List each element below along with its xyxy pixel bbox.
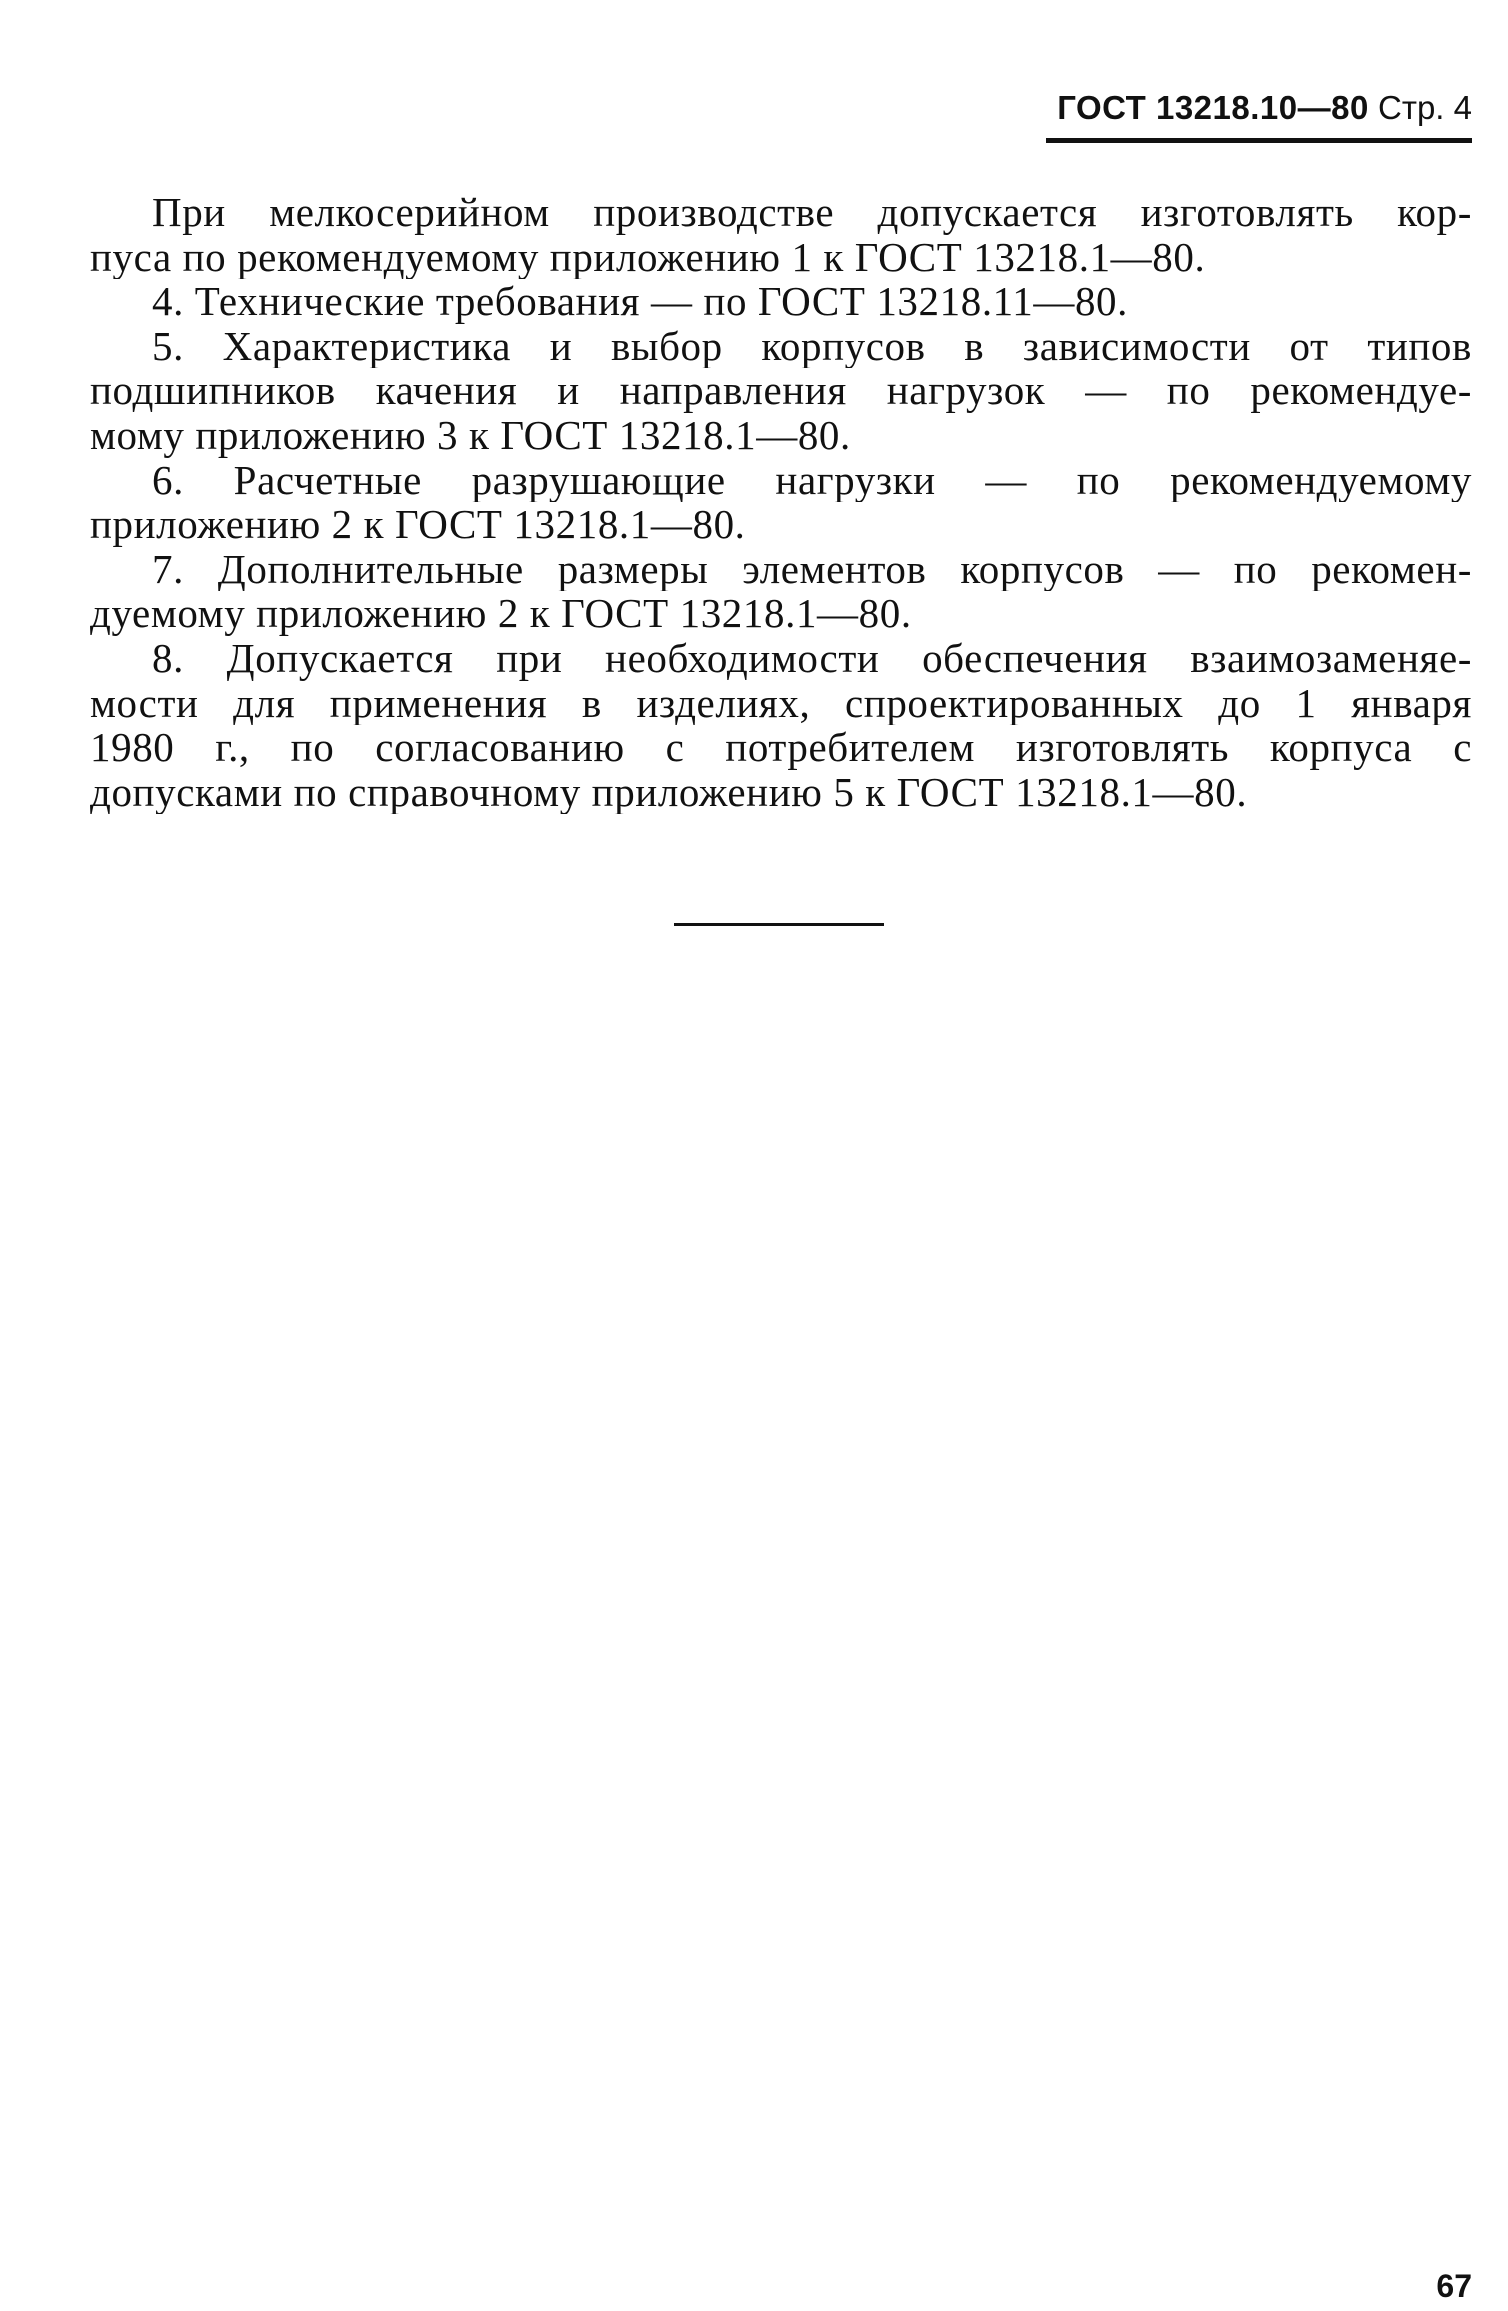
text-line: 5. Характеристика и выбор корпусов в зависимости от типов bbox=[152, 323, 1472, 369]
end-separator bbox=[674, 923, 884, 926]
standard-designation: ГОСТ 13218.10—80 bbox=[1057, 89, 1369, 126]
text-line: дуемому приложению 2 к ГОСТ 13218.1—80. bbox=[90, 591, 912, 636]
text-line: подшипников качения и направления нагрузок — по рекомендуе- bbox=[90, 368, 1472, 413]
page-label: Стр. 4 bbox=[1378, 89, 1472, 126]
text-line: При мелкосерийном производстве допускается изготовлять кор- bbox=[152, 190, 1472, 235]
text-line: 1980 г., по согласованию с потребителем изготовлять корпуса с bbox=[90, 725, 1472, 770]
header-rule bbox=[1046, 138, 1472, 143]
text-line: пуса по рекомендуемому приложению 1 к ГОСТ 13218.1—80. bbox=[90, 234, 1206, 280]
text-line: 8. Допускается при необходимости обеспечения взаимозаменяе- bbox=[152, 635, 1472, 681]
text-line: 7. Дополнительные размеры элементов корпусов — по рекомен- bbox=[152, 546, 1472, 592]
text-line: приложению 2 к ГОСТ 13218.1—80. bbox=[90, 502, 746, 547]
text-line: мому приложению 3 к ГОСТ 13218.1—80. bbox=[90, 412, 851, 458]
body-text bbox=[90, 190, 1472, 814]
text-line: мости для применения в изделиях, спроектированных до 1 января bbox=[90, 680, 1472, 726]
text-line: 4. Технические требования — по ГОСТ 13218.11—80. bbox=[152, 279, 1129, 324]
text-line: 6. Расчетные разрушающие нагрузки — по рекомендуемому bbox=[152, 457, 1472, 503]
text-line: допусками по справочному приложению 5 к ГОСТ 13218.1—80. bbox=[90, 769, 1248, 815]
page-number: 67 bbox=[1436, 2268, 1472, 2304]
page-header bbox=[1057, 88, 1472, 128]
